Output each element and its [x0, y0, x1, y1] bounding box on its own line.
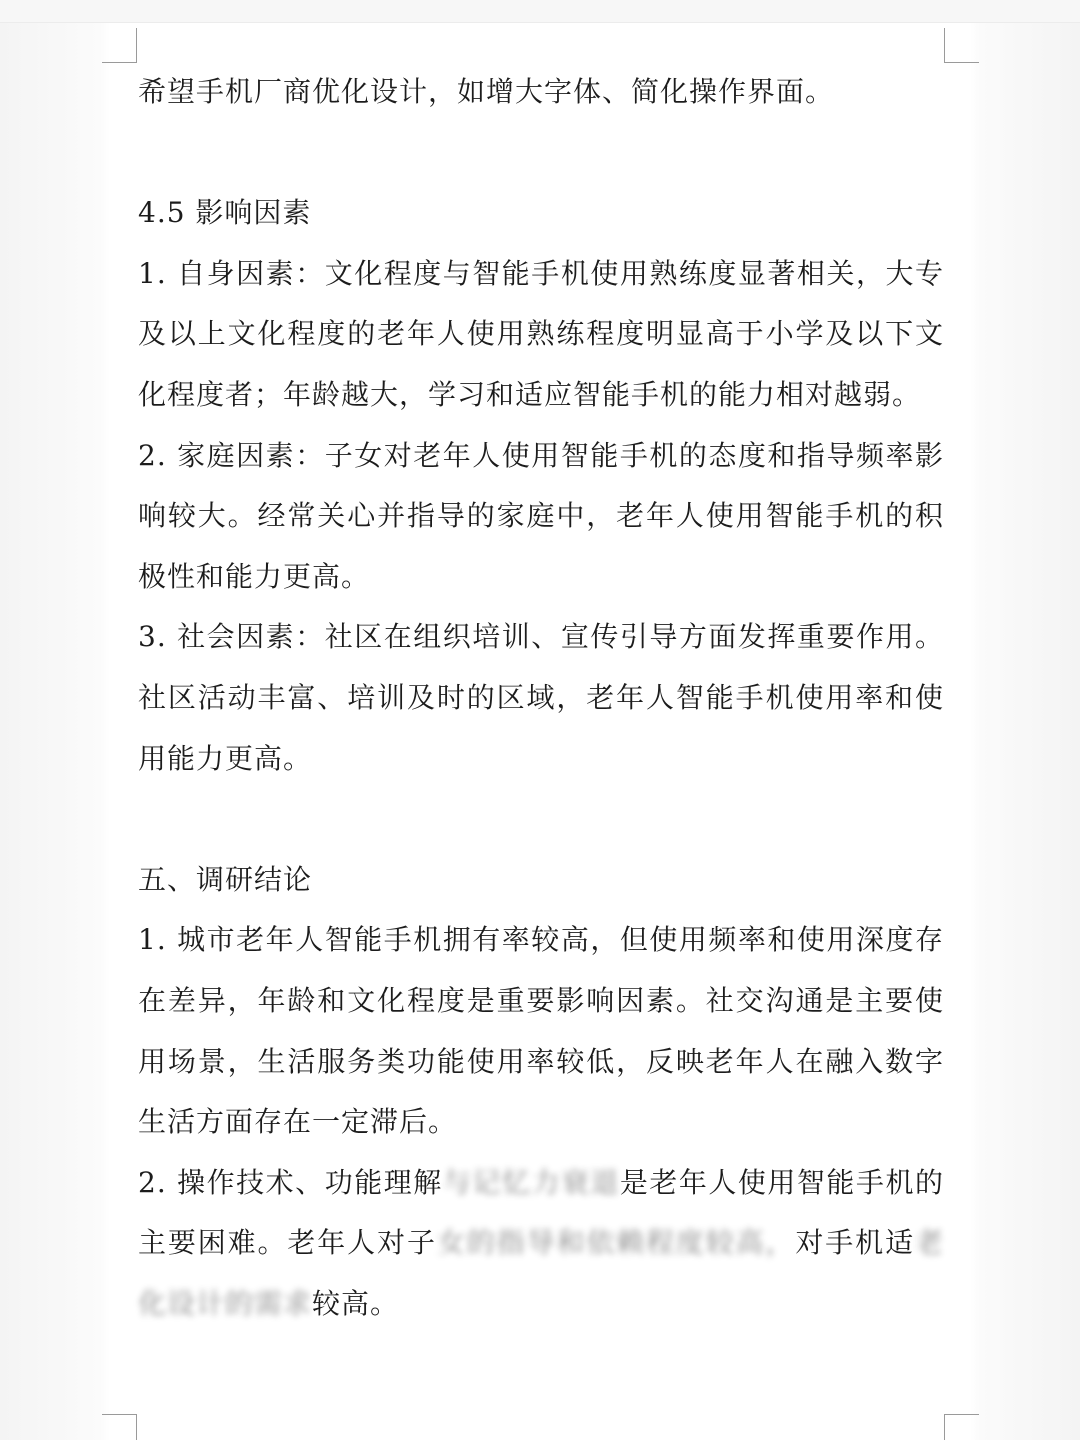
page-corner-mark-top-right [944, 28, 979, 63]
conclusion-2-text-b: 是老年人使用智能手机的主要困难。老年人对子 [138, 1165, 944, 1260]
conclusion-2-text-c: 对手机适 [795, 1226, 915, 1260]
section-heading-conclusion: 五、调研结论 [138, 862, 313, 896]
page-corner-mark-bottom-left [102, 1414, 137, 1440]
factor-paragraph-family: 2. 家庭因素：子女对老年人使用智能手机的态度和指导频率影响较大。经常关心并指导的家庭中，老年人使用智能手机的积极性和能力更高。 [138, 438, 944, 593]
factor-paragraph-society: 3. 社会因素：社区在组织培训、宣传引导方面发挥重要作用。社区活动丰富、培训及时的区域，老年人智能手机使用率和使用能力更高。 [138, 620, 944, 775]
page-corner-mark-top-left [102, 28, 137, 63]
blurred-text-region: 女的指导和依赖程度较高， [436, 1226, 796, 1260]
intro-paragraph: 希望手机厂商优化设计，如增大字体、简化操作界面。 [138, 75, 835, 108]
conclusion-paragraph-1: 1. 城市老年人智能手机拥有率较高，但使用频率和使用深度存在差异，年龄和文化程度是重要影响因素。社交沟通是主要使用场景，生活服务类功能使用率较低，反映老年人在融入数字生活方面存在一定滞后。 [138, 923, 944, 1139]
top-toolbar-strip [0, 0, 1080, 23]
blurred-text-region: 与记忆力衰退 [442, 1165, 620, 1199]
factor-paragraph-self: 1. 自身因素：文化程度与智能手机使用熟练度显著相关，大专及以上文化程度的老年人使用熟练程度明显高于小学及以下文化程度者；年龄越大，学习和适应智能手机的能力相对越弱。 [138, 256, 944, 411]
document-body [138, 62, 944, 1334]
blurred-text-region: 老化设计的需求 [138, 1226, 944, 1320]
conclusion-2-text-a: 2. 操作技术、功能理解 [138, 1165, 443, 1199]
conclusion-2-text-d: 较高。 [312, 1286, 400, 1320]
section-heading-4-5: 4.5 影响因素 [138, 196, 312, 230]
page-corner-mark-bottom-right [944, 1414, 979, 1440]
conclusion-paragraph-2 [138, 1153, 944, 1335]
